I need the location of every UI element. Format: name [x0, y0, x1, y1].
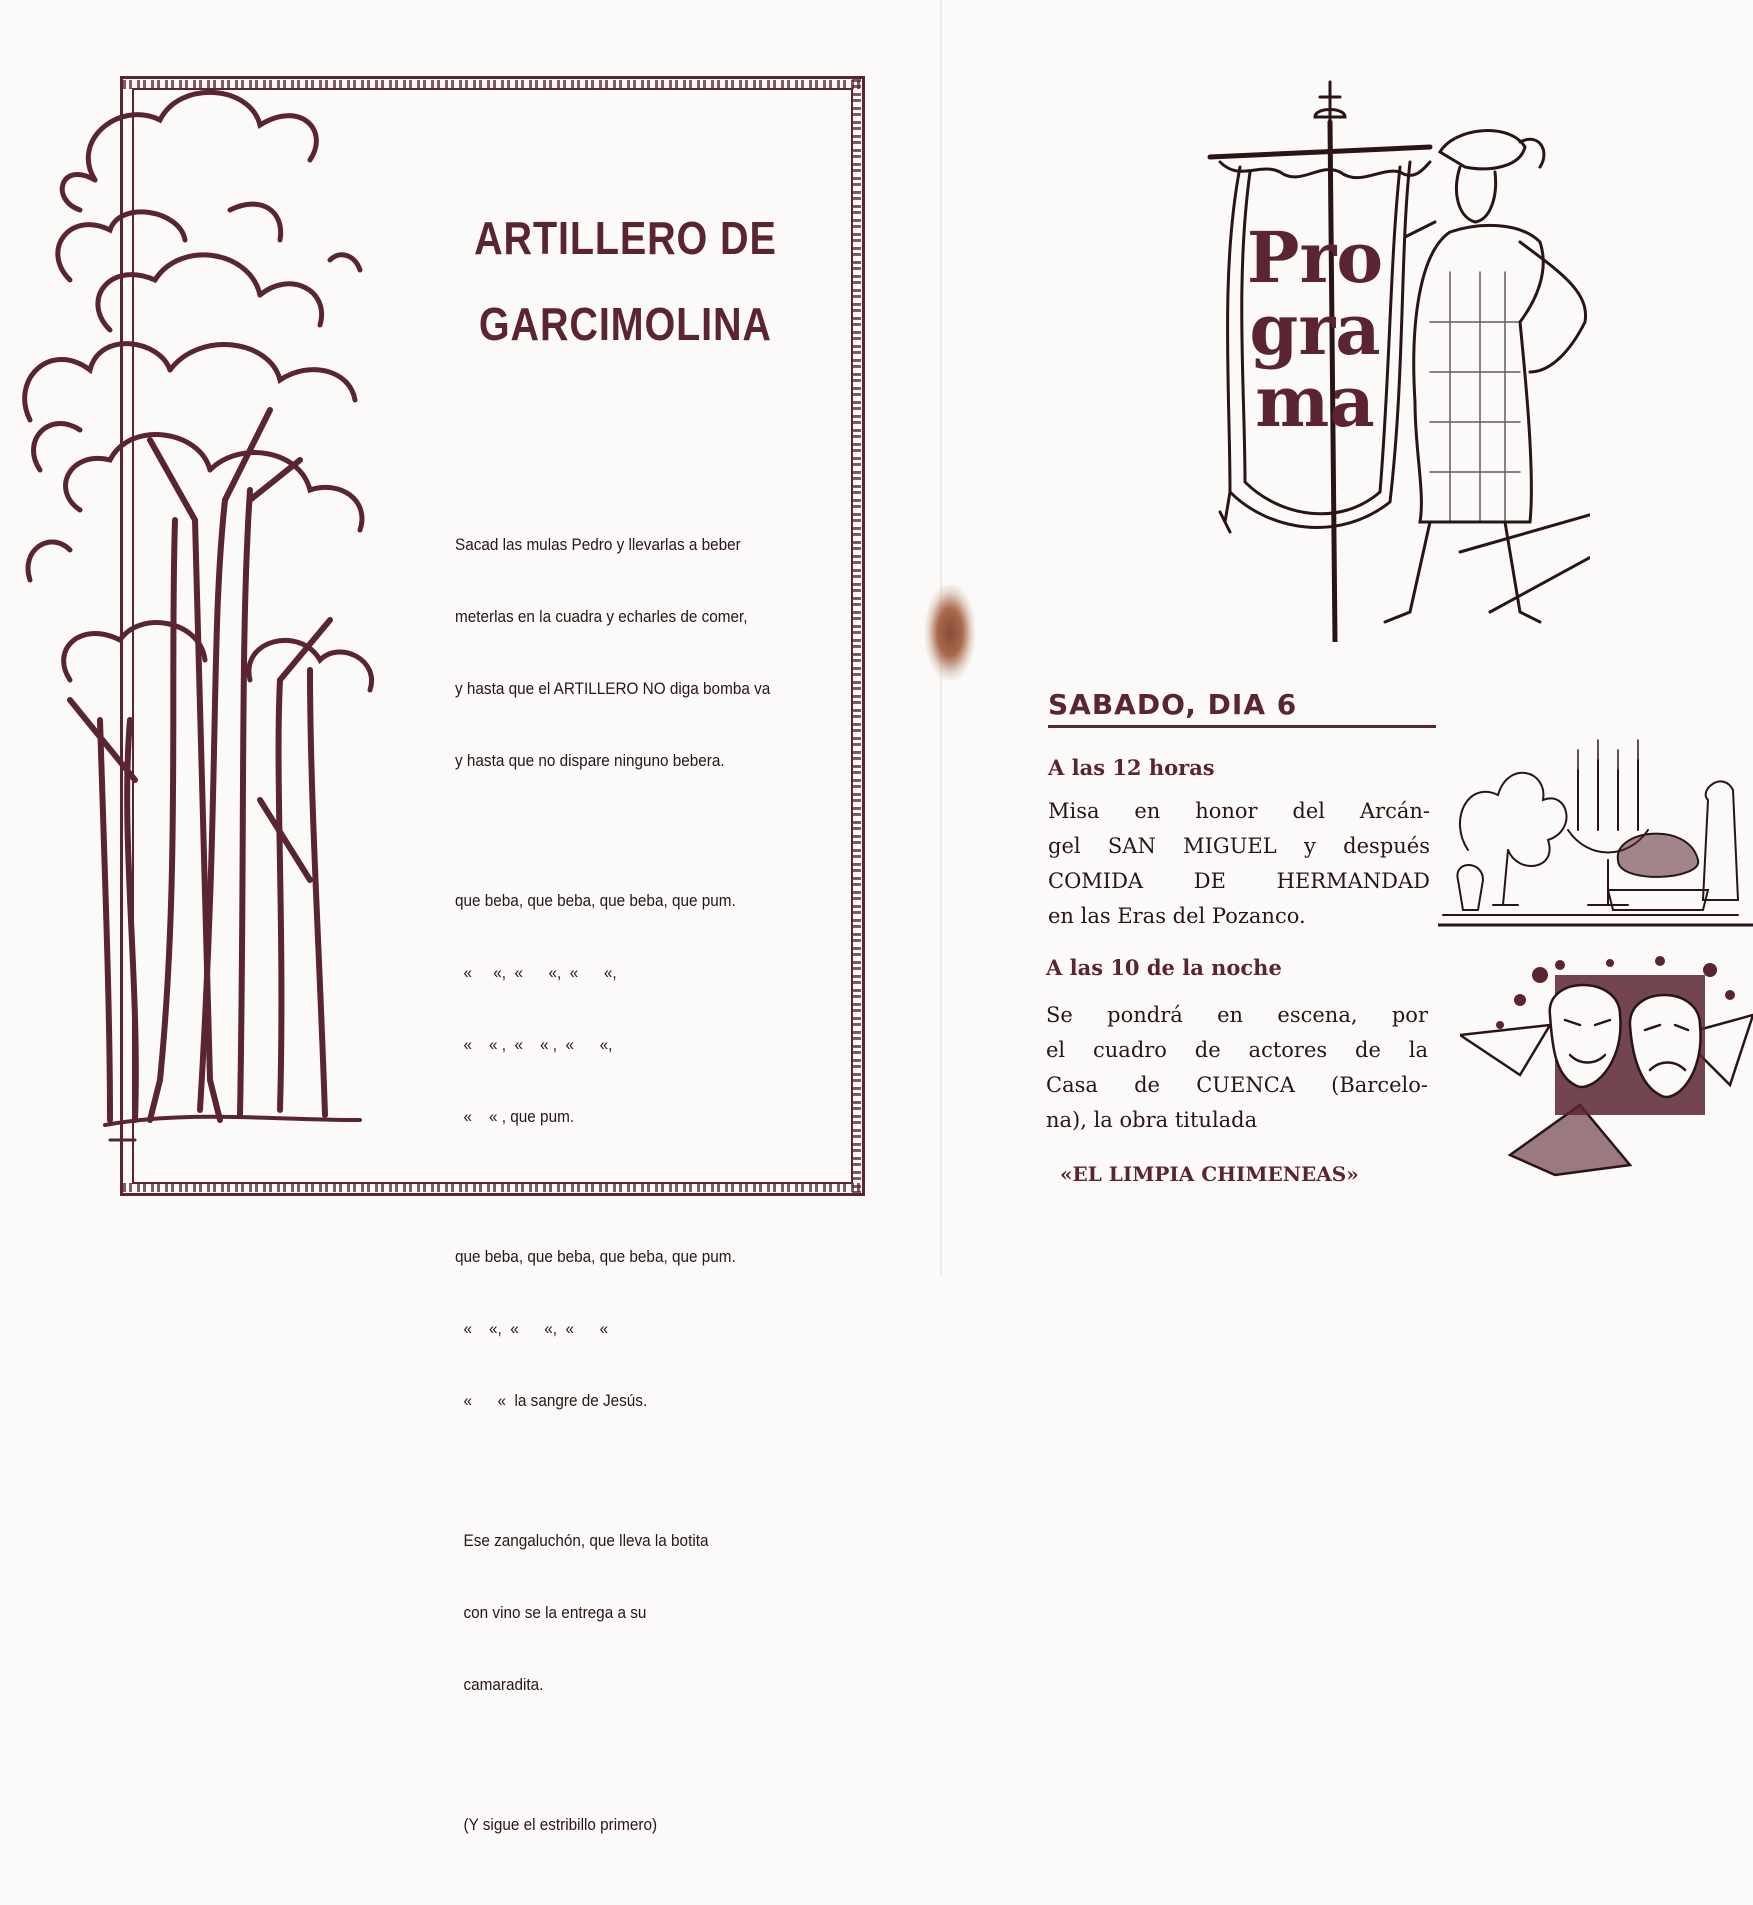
lyric-line: « «, « «, « « — [455, 1319, 609, 1338]
event-line: gel SAN MIGUEL y después — [1048, 834, 1430, 858]
lyric-line: Sacad las mulas Pedro y llevarlas a beber — [455, 535, 741, 554]
lyric-line: « « , que pum. — [455, 1107, 575, 1126]
lyric-line: meterlas en la cuadra y echarles de comer, — [455, 607, 748, 626]
title-line-2: GARCIMOLINA — [478, 298, 772, 350]
day-heading: SABADO, DIA 6 — [1048, 688, 1436, 728]
lyric-line: Ese zangaluchón, que lleva la botita — [455, 1531, 709, 1550]
herald-banner-illustration — [1190, 72, 1590, 642]
banner-word-1: Pro — [1246, 216, 1384, 299]
tree-illustration — [10, 80, 440, 1170]
event-1-time: A las 12 horas — [1048, 755, 1215, 780]
lyric-line: « « la sangre de Jesús. — [455, 1391, 648, 1410]
event-line: Misa en honor del Arcán- — [1048, 799, 1430, 823]
theater-masks-illustration — [1460, 955, 1753, 1180]
event-2-time: A las 10 de la noche — [1046, 955, 1282, 980]
event-line: COMIDA DE HERMANDAD — [1048, 869, 1430, 893]
event-line: el cuadro de actores de la — [1046, 1038, 1428, 1062]
lyric-line: camaradita. — [455, 1675, 544, 1694]
lyric-line: « « , « « , « «, — [455, 1035, 613, 1054]
lyric-line: con vino se la entrega a su — [455, 1603, 647, 1622]
event-line: Se pondrá en escena, por — [1046, 1003, 1428, 1027]
song-title — [462, 195, 789, 367]
lyric-line: « «, « «, « «, — [455, 963, 617, 982]
banner-word-3: ma — [1255, 360, 1375, 443]
event-1-description — [1048, 794, 1430, 934]
play-title: «EL LIMPIA CHIMENEAS» — [1060, 1162, 1359, 1186]
event-line: Casa de CUENCA (Barcelo- — [1046, 1073, 1428, 1097]
stanza-1 — [455, 485, 815, 821]
lyric-line: (Y sigue el estribillo primero) — [455, 1815, 658, 1834]
title-line-1: ARTILLERO DE — [474, 212, 777, 264]
event-line: en las Eras del Pozanco. — [1048, 904, 1306, 928]
stanza-3 — [455, 1197, 815, 1461]
event-line: na), la obra titulada — [1046, 1108, 1258, 1132]
still-life-illustration — [1438, 700, 1753, 935]
banner-word-2: gra — [1249, 288, 1381, 371]
lyric-line: y hasta que el ARTILLERO NO diga bomba va — [455, 679, 771, 698]
lyrics — [455, 485, 855, 1905]
lyric-line: que beba, que beba, que beba, que pum. — [455, 1247, 736, 1266]
event-2-description — [1046, 998, 1428, 1138]
lyric-line: y hasta que no dispare ninguno bebera. — [455, 751, 725, 770]
stanza-2 — [455, 841, 815, 1177]
lyric-line: que beba, que beba, que beba, que pum. — [455, 891, 736, 910]
stanza-4 — [455, 1481, 815, 1745]
closing-note — [455, 1765, 815, 1885]
